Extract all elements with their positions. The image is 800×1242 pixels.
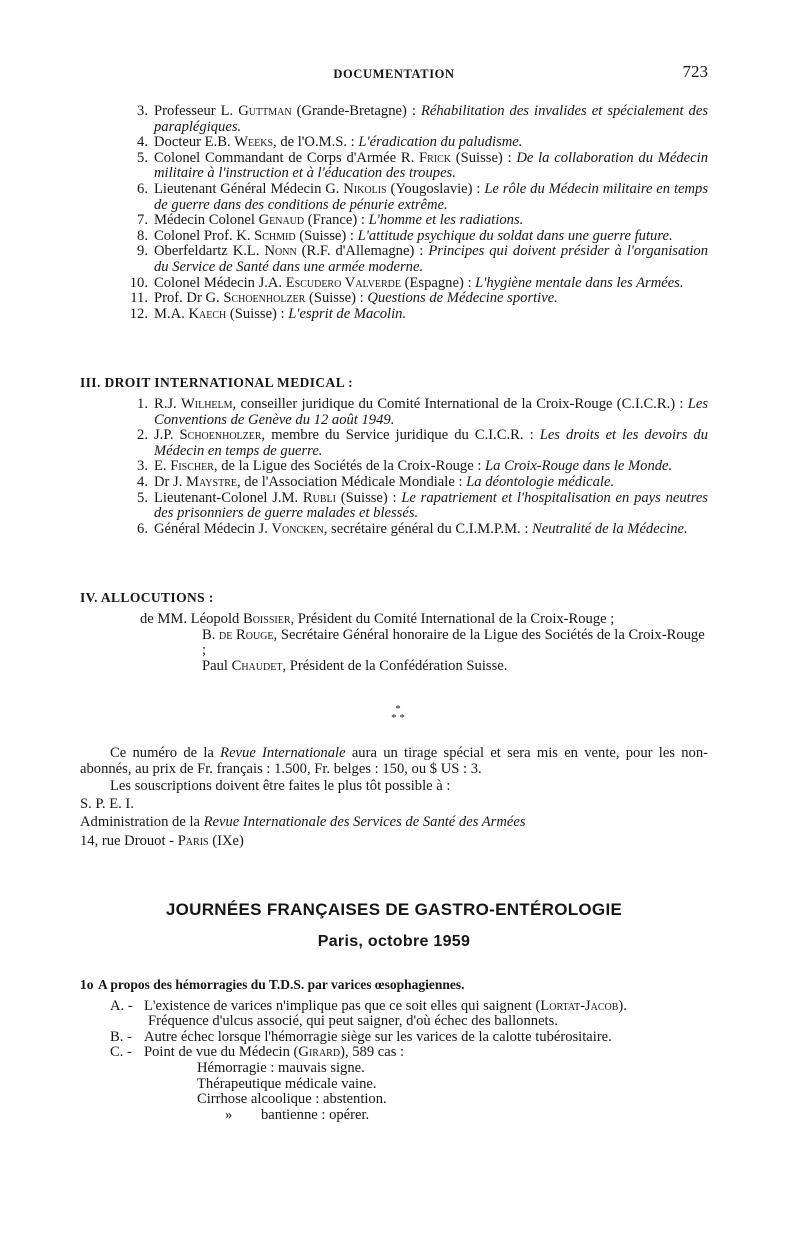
section-heading-iv: IV. ALLOCUTIONS : bbox=[80, 590, 214, 605]
sales-notice bbox=[80, 746, 708, 850]
point-c: C. - Point de vue du Médecin (Girard), 589 cas : bbox=[110, 1044, 405, 1061]
author-name: Schoenholzer bbox=[179, 427, 262, 444]
publisher-name: S. P. E. I. bbox=[80, 795, 134, 812]
list-item: 7. Médecin Colonel Genaud (France) : L'homme et les radiations. bbox=[110, 213, 708, 229]
item-number: 10. bbox=[129, 274, 148, 291]
point-c-line: Thérapeutique médicale vaine. bbox=[197, 1075, 377, 1092]
list-item: 11. Prof. Dr G. Schoenholzer (Suisse) : Questions de Médecine sportive. bbox=[110, 291, 708, 307]
asterism-separator: * * * bbox=[391, 703, 405, 724]
list-item: 10. Colonel Médecin J.A. Escudero Valverde (Espagne) : L'hygiène mentale dans les Armées. bbox=[110, 276, 708, 292]
list-item: 3. Professeur L. Guttman (Grande-Bretagne) : Réhabilitation des invalides et spécialement des paraplégiques. bbox=[110, 104, 708, 135]
author-name: Fischer bbox=[170, 458, 214, 475]
author-name: Weeks bbox=[234, 134, 274, 151]
author-name: Guttman bbox=[238, 103, 292, 119]
talk-title: L'homme et les radiations. bbox=[368, 212, 524, 229]
running-title: DOCUMENTATION bbox=[333, 67, 455, 81]
list-item: 4. Docteur E.B. Weeks, de l'O.M.S. : L'éradication du paludisme. bbox=[110, 135, 708, 151]
speaker-entry: de MM. Léopold Boissier, Président du Comité International de la Croix-Rouge ; bbox=[140, 611, 615, 627]
list-item: 6. Général Médecin J. Voncken, secrétaire général du C.I.M.P.M. : Neutralité de la Médecine. bbox=[110, 522, 708, 538]
item-number: 4. bbox=[137, 134, 148, 151]
list-item: 12. M.A. Kaech (Suisse) : L'esprit de Macolin. bbox=[110, 307, 708, 323]
author-name: Voncken bbox=[271, 520, 324, 537]
talk-title: Questions de Médecine sportive. bbox=[367, 290, 558, 307]
talk-title: La Croix-Rouge dans le Monde. bbox=[485, 458, 673, 475]
talk-title: Les Conventions de Genève du 12 août 1949. bbox=[154, 396, 709, 428]
journal-title: Revue Internationale bbox=[220, 745, 346, 761]
administration-line: Administration de la Revue Internationale des Services de Santé des Armées bbox=[80, 814, 526, 831]
item-number: 6. bbox=[137, 520, 148, 537]
notice-paragraph: Ce numéro de la Revue Internationale aura un tirage spécial et sera mis en vente, pour les non-abonnés, au prix de Fr. français : 1.500, Fr. belges : 150, ou $ US : 3. bbox=[80, 745, 708, 777]
address-line: 14, rue Drouot - Paris (IXe) bbox=[80, 832, 244, 849]
author-name: Rubli bbox=[302, 489, 336, 506]
list-item: 2. J.P. Schoenholzer, membre du Service juridique du C.I.C.R. : Les droits et les devoirs du Médecin en temps de guerre. bbox=[110, 428, 708, 459]
point-a-note: Fréquence d'ulcus associé, qui peut saigner, d'où échec des ballonnets. bbox=[148, 1013, 558, 1030]
author-name: Maystre bbox=[186, 473, 237, 490]
speaker-entry: B. de Rouge, Secrétaire Général honoraire de la Ligue des Sociétés de la Croix-Rouge ; bbox=[202, 626, 705, 659]
allocutions-list bbox=[140, 612, 708, 674]
point-b: B. - Autre échec lorsque l'hémorragie siège sur les varices de la calotte tubérositaire. bbox=[110, 1028, 612, 1045]
list-item: 3. E. Fischer, de la Ligue des Sociétés de la Croix-Rouge : La Croix-Rouge dans le Monde. bbox=[110, 459, 708, 475]
talk-title: Les droits et les devoirs du Médecin en temps de guerre. bbox=[154, 427, 709, 459]
list-item: 9. Oberfeldartz K.L. Nonn (R.F. d'Allemagne) : Principes qui doivent présider à l'organisation du Service de Santé dans une armée moderne. bbox=[110, 244, 708, 275]
point-c-line: » bantienne : opérer. bbox=[225, 1106, 370, 1123]
journal-title: Revue Internationale des Services de Santé des Armées bbox=[203, 814, 526, 831]
list-item: 8. Colonel Prof. K. Schmid (Suisse) : L'attitude psychique du soldat dans une guerre future. bbox=[110, 229, 708, 245]
speaker-name: Boissier bbox=[242, 611, 291, 627]
subscription-paragraph: Les souscriptions doivent être faites le plus tôt possible à : bbox=[110, 778, 451, 795]
speaker-name: de Rouge bbox=[219, 626, 274, 643]
author-name: Girard bbox=[298, 1044, 341, 1061]
list-item: 6. Lieutenant Général Médecin G. Nikolis (Yougoslavie) : Le rôle du Médecin militaire en temps de guerre dans des conditions de pénurie extrême. bbox=[110, 182, 708, 213]
item-number: 6. bbox=[137, 180, 148, 197]
author-name: Frick bbox=[419, 149, 452, 166]
item-number: 5. bbox=[137, 149, 148, 166]
speaker-entry: Paul Chaudet, Président de la Confédération Suisse. bbox=[202, 657, 508, 674]
ditto-mark: » bbox=[225, 1106, 233, 1123]
item-number: 2. bbox=[137, 427, 148, 444]
item-number: 8. bbox=[137, 227, 148, 244]
talk-title: La déontologie médicale. bbox=[466, 473, 615, 490]
author-name: Escudero Valverde bbox=[285, 274, 401, 291]
talk-title: L'esprit de Macolin. bbox=[288, 305, 407, 322]
talk-title: Le rapatriement et l'hospitalisation en pays neutres des prisonniers de guerre malades et blessés. bbox=[154, 489, 708, 522]
talk-title: Principes qui doivent présider à l'organisation du Service de Santé dans une armée moderne. bbox=[154, 243, 708, 275]
article-title: JOURNÉES FRANÇAISES DE GASTRO-ENTÉROLOGIE bbox=[165, 900, 623, 919]
running-head bbox=[80, 62, 708, 87]
page-number: 723 bbox=[682, 62, 708, 81]
author-name: Nonn bbox=[264, 243, 297, 260]
list-item: 4. Dr J. Maystre, de l'Association Médicale Mondiale : La déontologie médicale. bbox=[110, 475, 708, 491]
item-number: 9. bbox=[137, 243, 148, 260]
talk-title: L'attitude psychique du soldat dans une guerre future. bbox=[357, 227, 673, 244]
point-a: A. - L'existence de varices n'implique pas que ce soit elles qui saignent (Lortat-Jacob). bbox=[110, 997, 627, 1014]
list-item: 5. Colonel Commandant de Corps d'Armée R. Frick (Suisse) : De la collaboration du Médecin militaire à l'instruction et à l'éducation des troupes. bbox=[110, 151, 708, 182]
topic-heading: 1o A propos des hémorragies du T.D.S. par varices œsophagiennes. bbox=[80, 977, 465, 992]
author-name: Wilhelm bbox=[181, 396, 233, 412]
gastro-section bbox=[80, 977, 708, 1123]
author-name: Lortat-Jacob bbox=[540, 997, 619, 1014]
item-number: 3. bbox=[137, 103, 148, 119]
item-number: 7. bbox=[137, 212, 148, 229]
item-number: 11. bbox=[130, 290, 148, 307]
article-subtitle: Paris, octobre 1959 bbox=[317, 933, 471, 950]
section-iii-list bbox=[110, 397, 708, 537]
author-name: Genaud bbox=[258, 212, 305, 229]
author-name: Kaech bbox=[188, 305, 227, 322]
point-c-line: Hémorragie : mauvais signe. bbox=[197, 1059, 365, 1076]
author-name: Schmid bbox=[254, 227, 296, 244]
item-number: 1. bbox=[137, 396, 148, 412]
item-number: 12. bbox=[129, 305, 148, 322]
list-item: 5. Lieutenant-Colonel J.M. Rubli (Suisse) : Le rapatriement et l'hospitalisation en pays neutres des prisonniers de guerre malades et blessés. bbox=[110, 491, 708, 522]
author-name: Schoenholzer bbox=[223, 290, 306, 307]
talk-title: L'éradication du paludisme. bbox=[358, 134, 523, 151]
point-c-line: Cirrhose alcoolique : abstention. bbox=[197, 1091, 387, 1108]
author-name: Nikolis bbox=[343, 180, 387, 197]
talk-title: Réhabilitation des invalides et spécialement des paraplégiques. bbox=[154, 103, 709, 135]
talk-title: De la collaboration du Médecin militaire à l'instruction et à l'éducation des troupes. bbox=[154, 149, 708, 182]
item-number: 5. bbox=[137, 489, 148, 506]
talk-title: Neutralité de la Médecine. bbox=[532, 520, 688, 537]
section-heading-iii: III. DROIT INTERNATIONAL MEDICAL : bbox=[80, 375, 354, 390]
list-item: 1. R.J. Wilhelm, conseiller juridique du Comité International de la Croix-Rouge (C.I.C.R.) : Les Conventions de Genève du 12 août 1949. bbox=[110, 397, 708, 428]
talk-title: L'hygiène mentale dans les Armées. bbox=[475, 274, 684, 291]
item-number: 4. bbox=[137, 473, 148, 490]
speaker-name: Chaudet bbox=[231, 657, 283, 674]
programme-list bbox=[110, 104, 708, 322]
item-number: 3. bbox=[137, 458, 148, 475]
talk-title: Le rôle du Médecin militaire en temps de guerre dans des conditions de pénurie extrême. bbox=[154, 180, 708, 213]
